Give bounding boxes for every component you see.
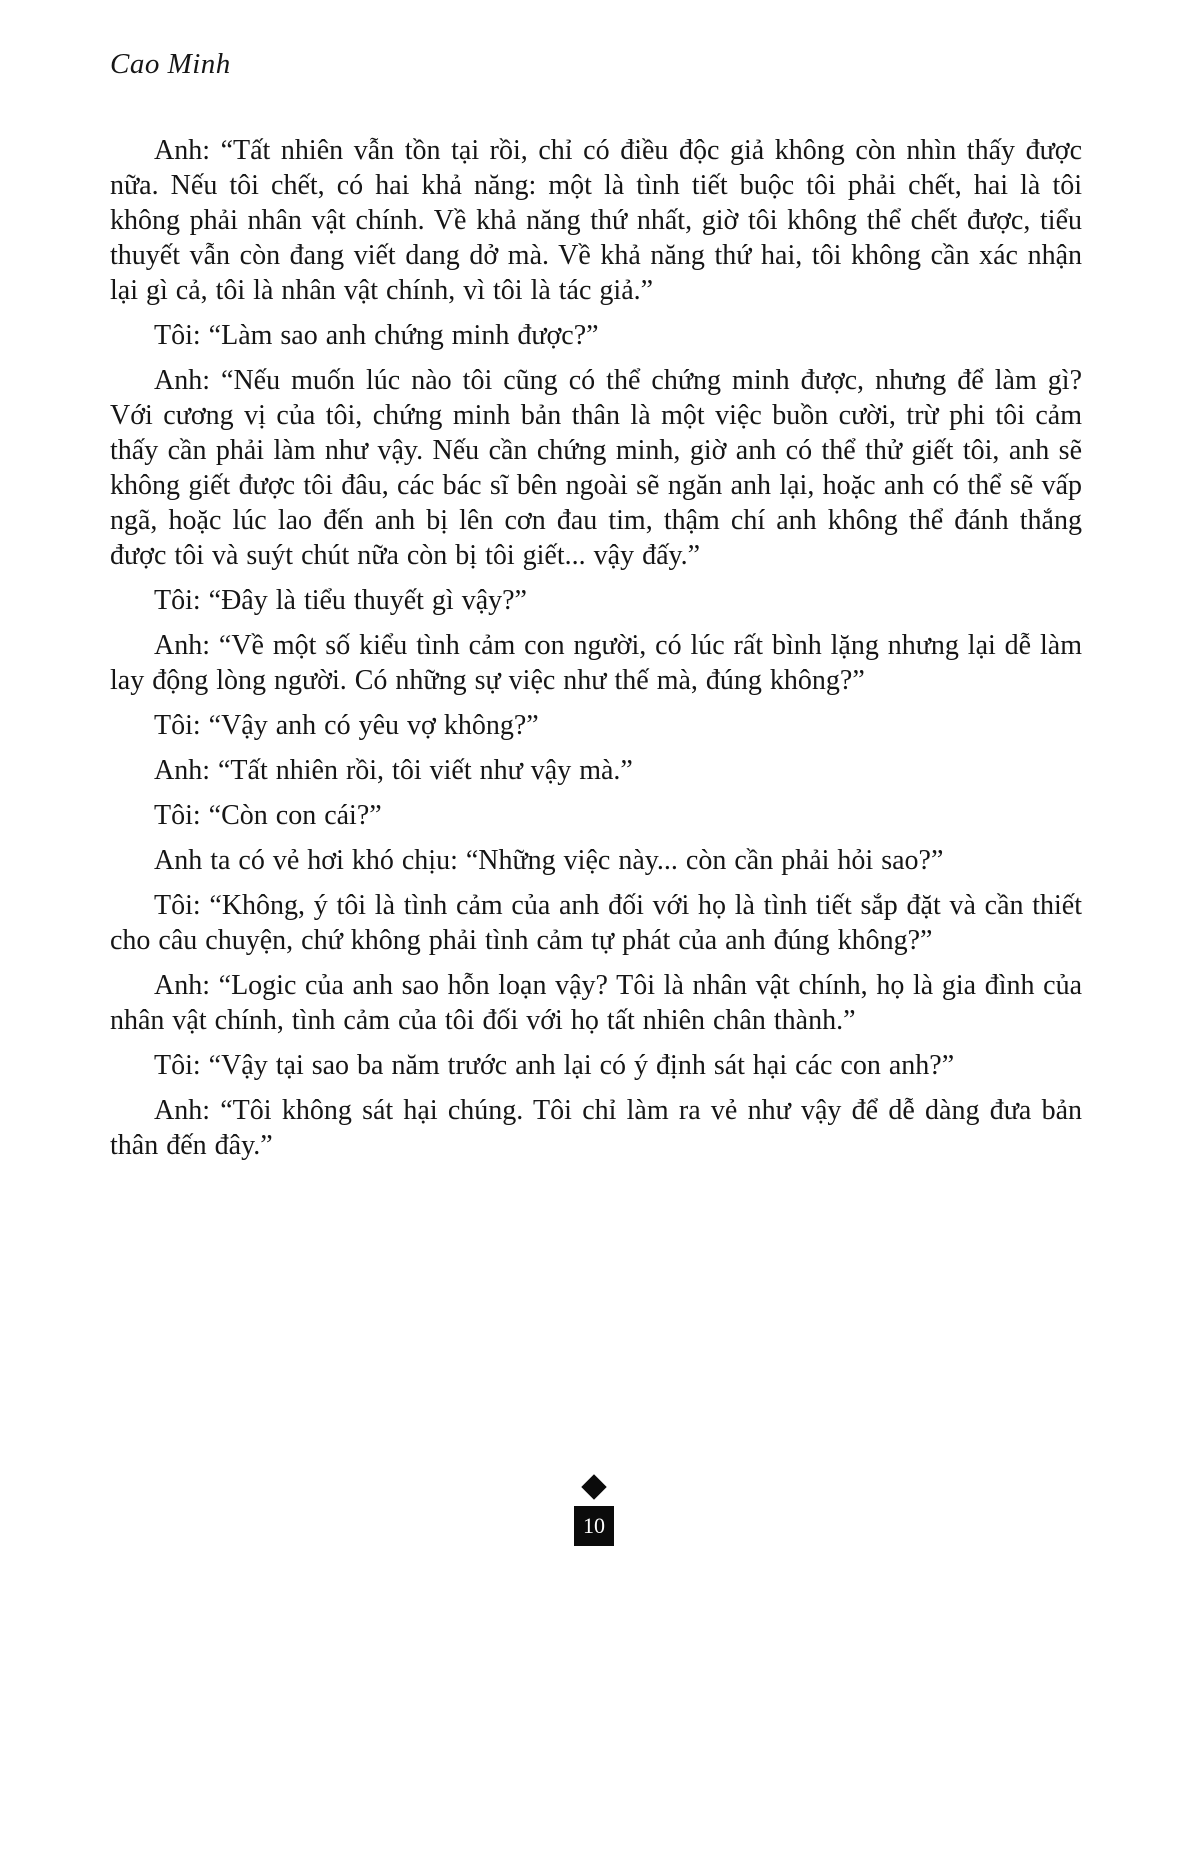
diamond-icon [581,1474,606,1499]
paragraph: Tôi: “Vậy anh có yêu vợ không?” [154,710,539,741]
paragraph: Tôi: “Vậy tại sao ba năm trước anh lại có ý định sát hại các con anh?” [154,1050,955,1081]
author-header: Cao Minh [110,48,231,80]
paragraph: Anh ta có vẻ hơi khó chịu: “Những việc này... còn cần phải hỏi sao?” [154,845,944,876]
paragraph: Anh: “Tất nhiên rồi, tôi viết như vậy mà.” [154,755,633,786]
paragraph: Tôi: “Đây là tiểu thuyết gì vậy?” [154,585,527,616]
paragraph: Anh: “Nếu muốn lúc nào tôi cũng có thể chứng minh được, nhưng để làm gì? Với cương vị của tôi, chứng minh bản thân là một việc buồn cười, trừ phi tôi cảm thấy cần phải làm như vậy. Nếu cần chứng minh, giờ anh có thể thử giết tôi, anh sẽ không giết được tôi đâu, các bác sĩ bên ngoài sẽ ngăn anh lại, hoặc anh có thể sẽ vấp ngã, hoặc lúc lao đến anh bị lên cơn đau tim, thậm chí anh không thể đánh thắng được tôi và suýt chút nữa còn bị tôi giết... vậy đấy.” [110,365,1082,571]
body-text [110,133,1082,1163]
paragraph: Tôi: “Không, ý tôi là tình cảm của anh đối với họ là tình tiết sắp đặt và cần thiết cho câu chuyện, chứ không phải tình cảm tự phát của anh đúng không?” [110,890,1082,956]
paragraph: Anh: “Logic của anh sao hỗn loạn vậy? Tôi là nhân vật chính, họ là gia đình của nhân vật chính, tình cảm của tôi đối với họ tất nhiên chân thành.” [110,970,1082,1036]
paragraph: Tôi: “Còn con cái?” [154,800,382,831]
page-number: 10 [574,1506,614,1546]
paragraph: Tôi: “Làm sao anh chứng minh được?” [154,320,599,351]
paragraph: Anh: “Tất nhiên vẫn tồn tại rồi, chỉ có điều độc giả không còn nhìn thấy được nữa. Nếu tôi chết, có hai khả năng: một là tình tiết buộc tôi phải chết, hai là tôi không phải nhân vật chính. Về khả năng thứ nhất, giờ tôi không thể chết được, tiểu thuyết vẫn còn đang viết dang dở mà. Về khả năng thứ hai, tôi không cần xác nhận lại gì cả, tôi là nhân vật chính, vì tôi là tác giả.” [110,135,1082,306]
paragraph: Anh: “Về một số kiểu tình cảm con người, có lúc rất bình lặng nhưng lại dễ làm lay động lòng người. Có những sự việc như thế mà, đúng không?” [110,630,1082,696]
paragraph: Anh: “Tôi không sát hại chúng. Tôi chỉ làm ra vẻ như vậy để dễ dàng đưa bản thân đến đây.” [110,1095,1082,1161]
footer-ornament [574,1478,614,1546]
page-footer [0,1478,1188,1546]
